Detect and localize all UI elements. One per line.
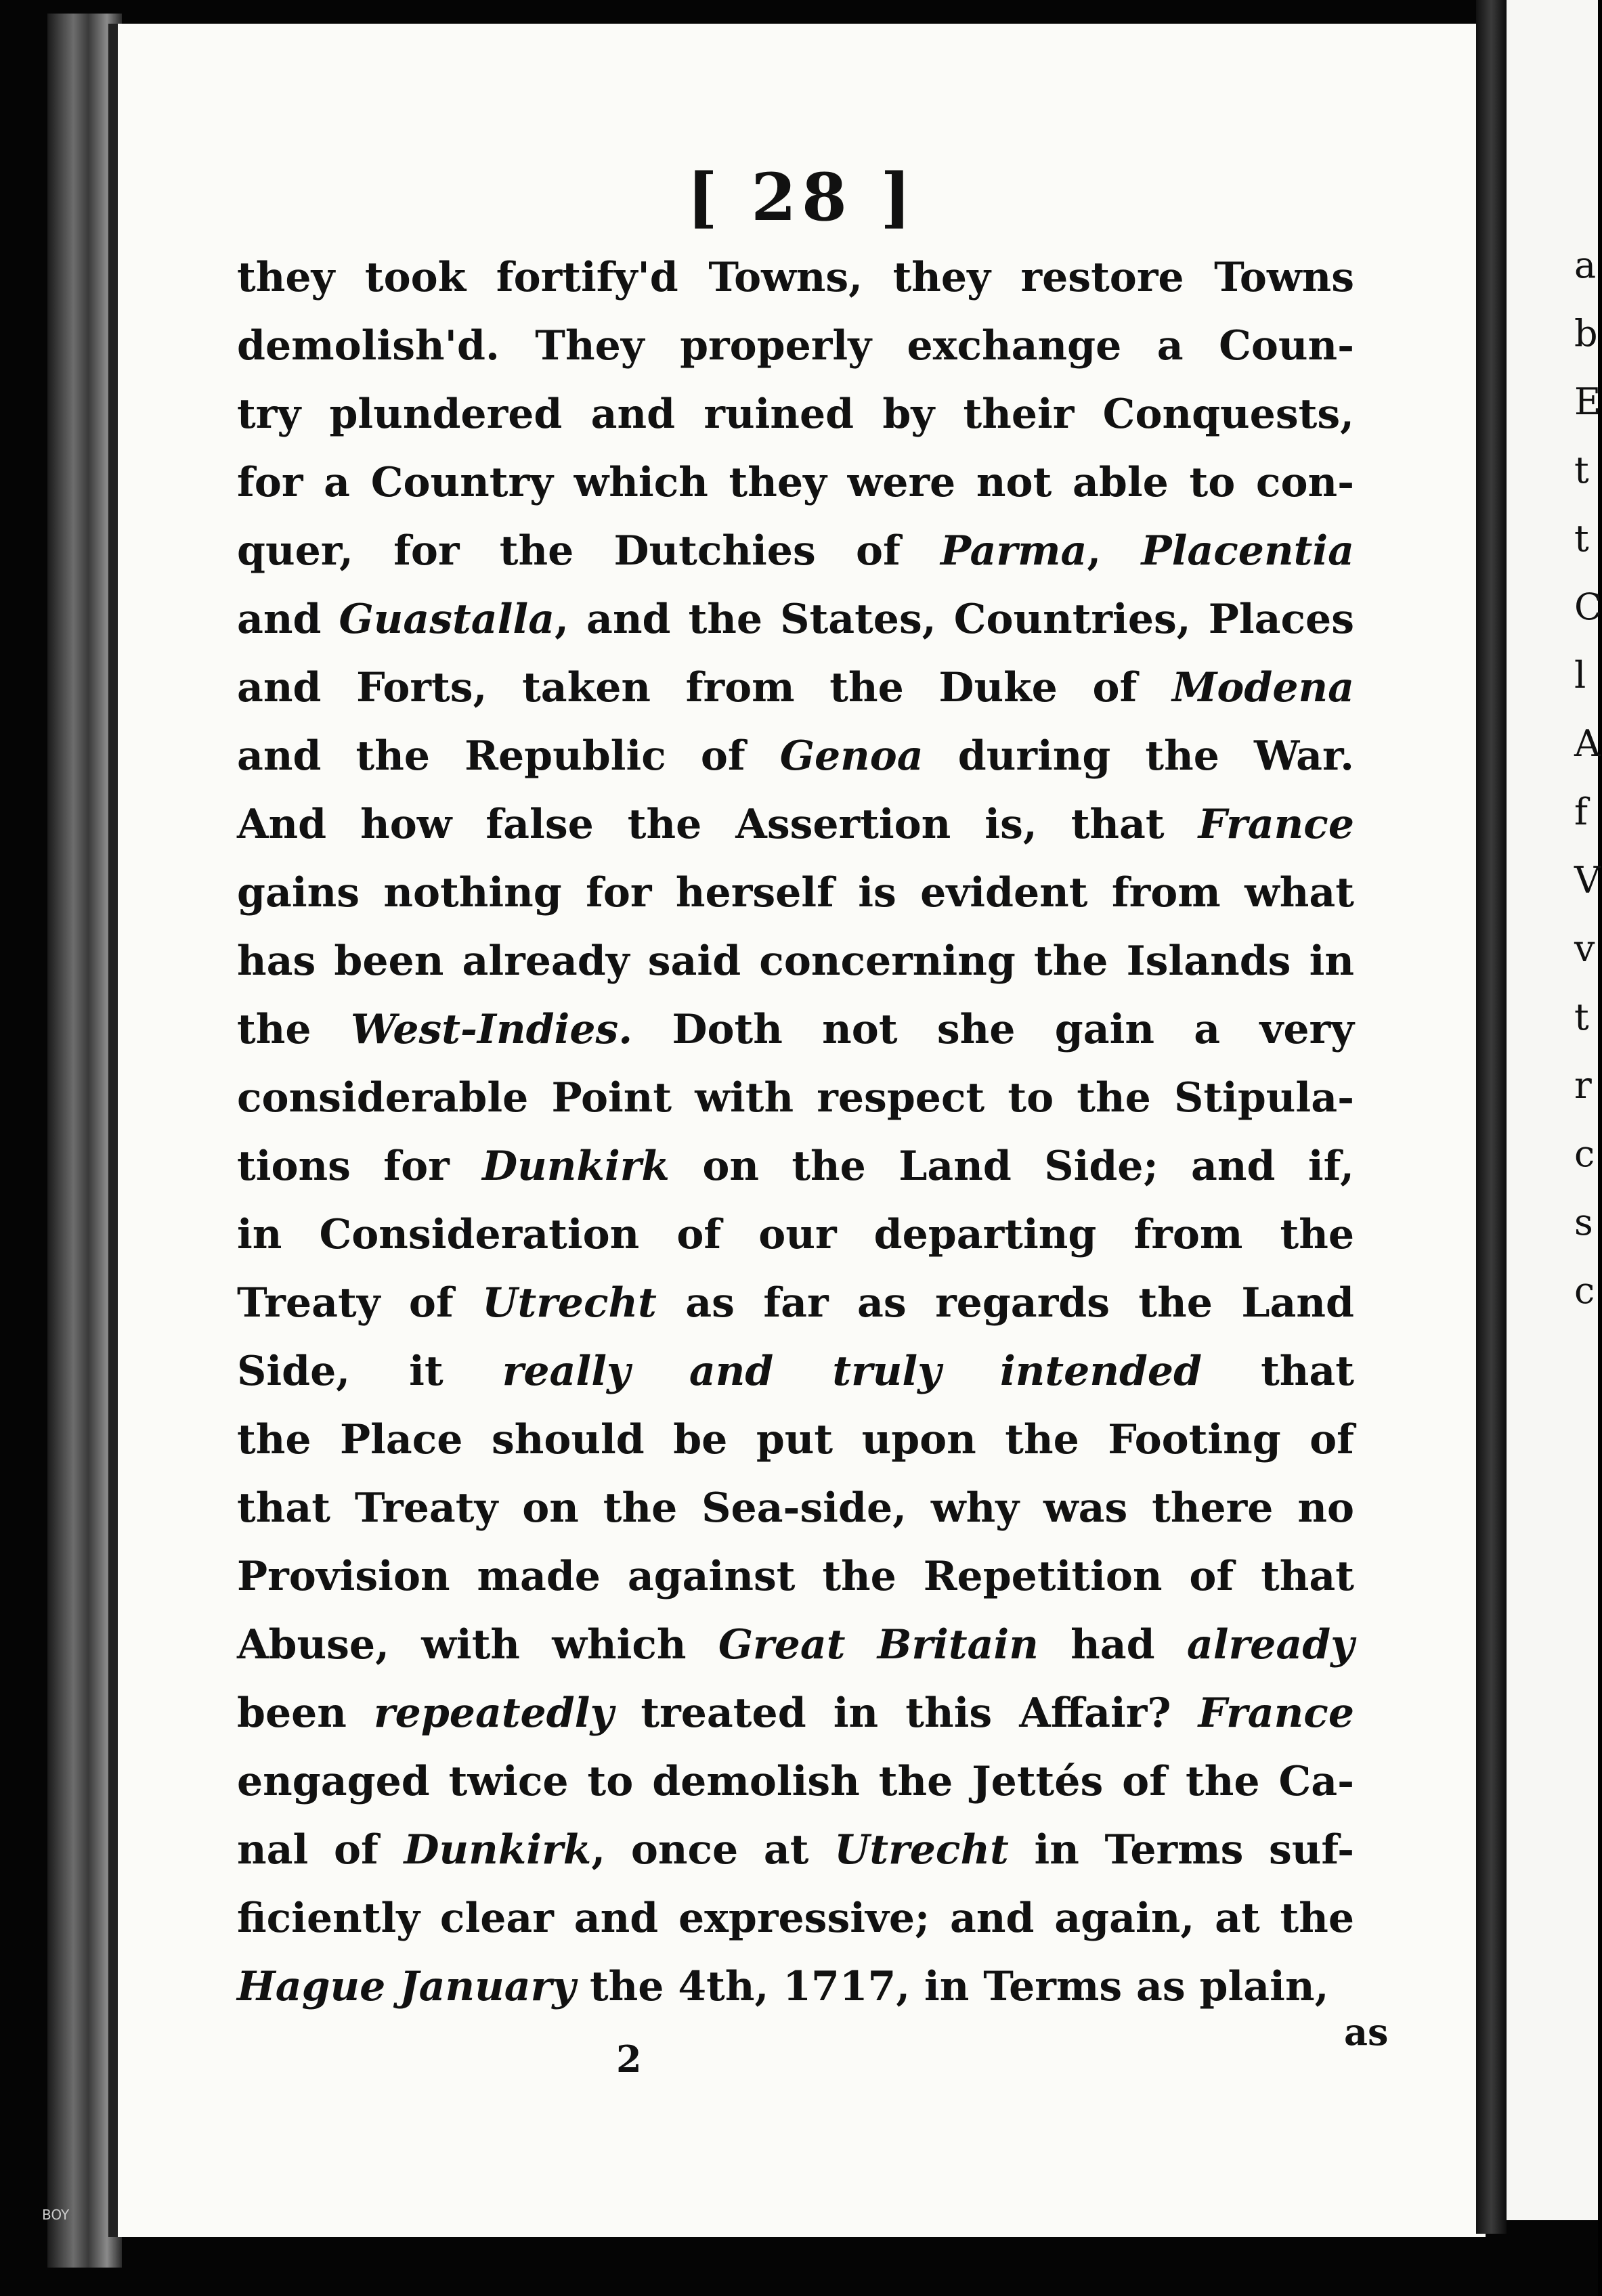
text-line — [237, 1201, 1354, 1269]
facing-page-letter: c — [1574, 1132, 1595, 1175]
facing-page-letter: a — [1574, 244, 1597, 286]
text-line — [237, 1953, 1354, 2021]
text-segment: nal of — [237, 1826, 404, 1874]
text-segment: , once at — [591, 1826, 835, 1874]
italic-text: Modena — [1171, 664, 1354, 711]
italic-text: Utrecht — [482, 1279, 657, 1327]
text-line — [237, 1816, 1354, 1884]
text-segment: has been already said concerning the Islands in — [237, 937, 1354, 985]
facing-page-letter: l — [1574, 654, 1586, 697]
text-segment: demolish'd. They properly exchange a Coun- — [237, 322, 1354, 370]
italic-text: Placentia — [1141, 527, 1354, 575]
text-segment: considerable Point with respect to the Stipula- — [237, 1074, 1354, 1122]
text-segment: And how false the Assertion is, that — [237, 801, 1198, 848]
italic-text: Hague January — [237, 1963, 576, 2010]
facing-page-letter: s — [1574, 1201, 1593, 1243]
italic-text: Dunkirk — [482, 1143, 670, 1190]
text-segment: try plundered and ruined by their Conquests, — [237, 391, 1354, 438]
text-line — [237, 1406, 1354, 1474]
facing-page-letter: A — [1574, 722, 1601, 765]
text-segment: and Forts, taken from the Duke of — [237, 664, 1172, 711]
text-segment: Doth not she gain a very — [632, 1006, 1354, 1053]
text-segment: for a Country which they were not able to con- — [237, 459, 1354, 506]
italic-text: Great Britain — [718, 1621, 1039, 1669]
text-segment: Abuse, with which — [237, 1621, 718, 1669]
text-line — [237, 1132, 1354, 1201]
text-line — [237, 654, 1354, 722]
facing-page-letter: V — [1574, 859, 1601, 902]
italic-text: already — [1186, 1621, 1355, 1669]
text-segment: gains nothing for herself is evident from what — [237, 869, 1354, 917]
text-line — [237, 380, 1354, 449]
text-segment: had — [1038, 1621, 1187, 1669]
text-line — [237, 244, 1354, 312]
text-segment: quer, for the Dutchies of — [237, 527, 941, 575]
text-line — [237, 312, 1354, 380]
text-line — [237, 1611, 1354, 1679]
facing-page-letter: b — [1574, 312, 1598, 355]
italic-text: France — [1198, 1690, 1354, 1737]
text-segment: and the Republic of — [237, 732, 780, 780]
facing-page-letter: C — [1574, 586, 1602, 628]
text-line — [237, 1338, 1354, 1406]
text-segment: that — [1202, 1348, 1354, 1395]
facing-page-letter: r — [1574, 1064, 1592, 1107]
text-segment: on the Land Side; and if, — [669, 1143, 1354, 1190]
italic-text: repeatedly — [374, 1690, 614, 1737]
facing-page-fragment — [1507, 0, 1602, 2220]
text-segment: ficiently clear and expressive; and again, at the — [237, 1895, 1354, 1942]
facing-page-letter: t — [1574, 996, 1589, 1038]
facing-page-letter: f — [1574, 791, 1588, 833]
italic-text: West-Indies. — [350, 1006, 633, 1053]
text-line — [237, 1064, 1354, 1132]
edge-stub-text: BOY — [42, 2207, 70, 2223]
text-segment: engaged twice to demolish the Jettés of the Ca- — [237, 1758, 1354, 1805]
text-segment: treated in this Affair? — [613, 1690, 1198, 1737]
text-segment: that Treaty on the Sea-side, why was there no — [237, 1484, 1354, 1532]
page-number: [ 28 ] — [687, 159, 917, 236]
text-segment: the Place should be put upon the Footing of — [237, 1416, 1354, 1463]
text-segment: the — [237, 1006, 351, 1053]
catchword: as — [1344, 2010, 1389, 2054]
text-segment: , — [1087, 527, 1142, 575]
page-body-text — [237, 244, 1354, 2021]
text-segment: been — [237, 1690, 374, 1737]
text-segment: the 4th, 1717, in Terms as plain, — [576, 1963, 1329, 2010]
text-segment: in Terms suf- — [1008, 1826, 1355, 1874]
text-line — [237, 517, 1354, 586]
italic-text: Dunkirk — [404, 1826, 592, 1874]
italic-text: Genoa — [779, 732, 924, 780]
signature-mark: 2 — [616, 2037, 642, 2081]
text-line — [237, 1679, 1354, 1748]
text-segment: in Consideration of our departing from the — [237, 1211, 1354, 1258]
text-line — [237, 1748, 1354, 1816]
text-line — [237, 1884, 1354, 1953]
italic-text: really and truly intended — [502, 1348, 1203, 1395]
text-segment: tions for — [237, 1143, 483, 1190]
text-segment: and — [237, 596, 339, 643]
facing-page-letter: E — [1574, 380, 1601, 423]
facing-page-letter: c — [1574, 1269, 1595, 1312]
italic-text: Utrecht — [834, 1826, 1009, 1874]
book-gutter — [1476, 0, 1507, 2234]
text-segment: Provision made against the Repetition of that — [237, 1553, 1354, 1600]
text-line — [237, 1474, 1354, 1543]
italic-text: Guastalla — [339, 596, 555, 643]
facing-page-letter: t — [1574, 449, 1589, 491]
text-line — [237, 586, 1354, 654]
text-segment: Treaty of — [237, 1279, 483, 1327]
text-line — [237, 1269, 1354, 1338]
text-segment: as far as regards the Land — [656, 1279, 1354, 1327]
text-segment: they took fortify'd Towns, they restore Towns — [237, 254, 1354, 301]
text-segment: Side, it — [237, 1348, 502, 1395]
text-line — [237, 927, 1354, 996]
text-line — [237, 859, 1354, 927]
text-line — [237, 722, 1354, 791]
facing-page-letter: v — [1574, 927, 1595, 970]
italic-text: Parma — [940, 527, 1087, 575]
text-line — [237, 449, 1354, 517]
text-line — [237, 791, 1354, 859]
italic-text: France — [1198, 801, 1354, 848]
text-line — [237, 996, 1354, 1064]
text-segment: during the War. — [923, 732, 1354, 780]
facing-page-letter: t — [1574, 517, 1589, 560]
text-line — [237, 1543, 1354, 1611]
text-segment: , and the States, Countries, Places — [555, 596, 1355, 643]
